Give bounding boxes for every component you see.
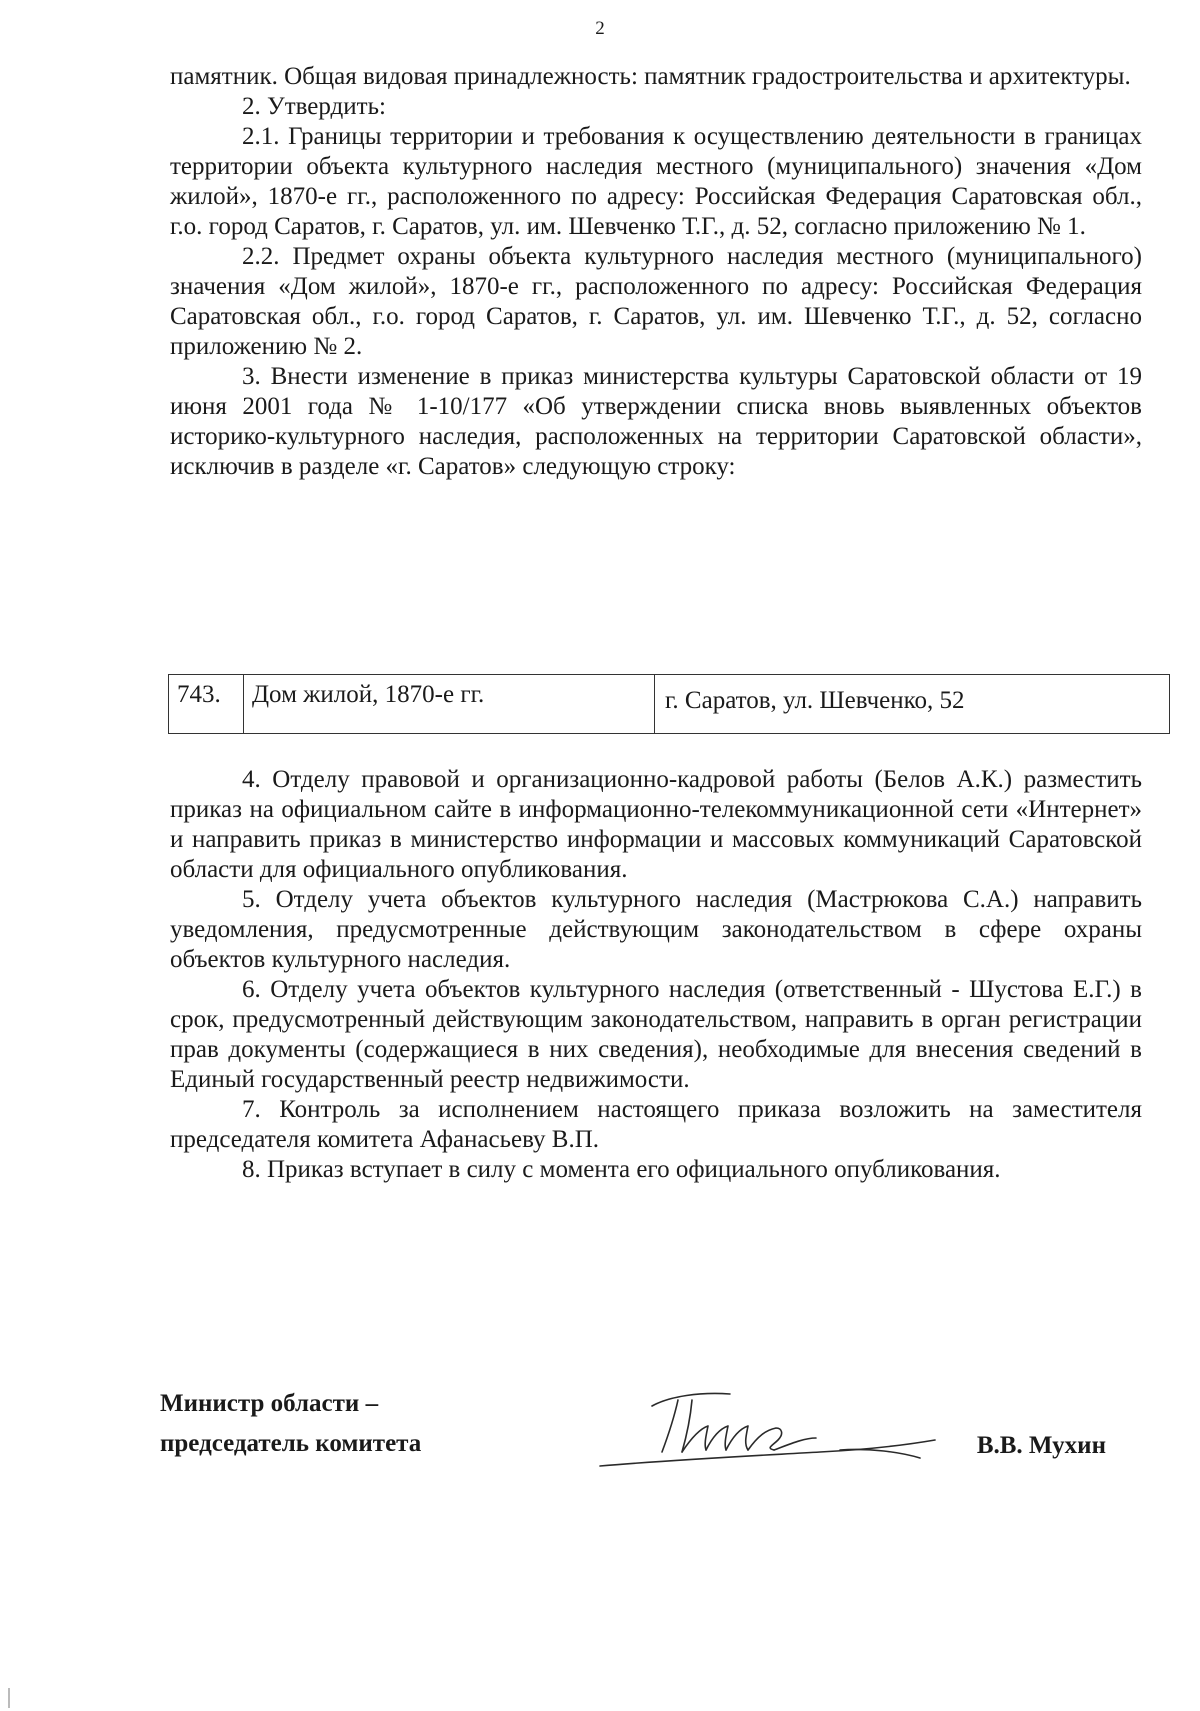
signer-title-line-2: председатель комитета [160, 1430, 422, 1457]
paragraph-item-2-1: 2.1. Границы территории и требования к осуществлению деятельности в границах территории объекта культурного наследия местного (муниципального) значения «Дом жилой», 1870-е гг., расположенного по адресу: Российская Федерация Саратовская обл., г.о. город Саратов, г. Саратов, ул. им. Шевченко Т.Г., д. 52, согласно приложению № 1. [170, 123, 1142, 240]
paragraph-item-6: 6. Отделу учета объектов культурного наследия (ответственный - Шустова Е.Г.) в срок, предусмотренный действующим законодательством, направить в орган регистрации прав документы (содержащиеся в них сведения), необходимые для внесения сведений в Единый государственный реестр недвижимости. [170, 976, 1142, 1093]
body-text-bottom [170, 765, 1142, 1185]
paragraph-item-3: 3. Внести изменение в приказ министерства культуры Саратовской области от 19 июня 2001 года № 1-10/177 «Об утверждении списка вновь выявленных объектов историко-культурного наследия, расположенных на территории Саратовской области», исключив в разделе «г. Саратов» следующую строку: [170, 363, 1142, 480]
table-cell-number: 743. [169, 675, 244, 734]
paragraph-item-7: 7. Контроль за исполнением настоящего приказа возложить на заместителя председателя комитета Афанасьеву В.П. [170, 1096, 1142, 1153]
paragraph-item-2: 2. Утвердить: [242, 93, 386, 120]
signer-title-line-1: Министр области – [160, 1390, 379, 1417]
table-cell-name: Дом жилой, 1870-е гг. [244, 675, 655, 734]
signer-title [160, 1384, 421, 1464]
signer-name: В.В. Мухин [976, 1432, 1106, 1459]
signature-block [160, 1384, 1120, 1504]
paragraph-item-2-2: 2.2. Предмет охраны объекта культурного наследия местного (муниципального) значения «Дом жилой», 1870-е гг., расположенного по адресу: Российская Федерация Саратовская обл., г.о. город Саратов, г. Саратов, ул. им. Шевченко Т.Г., д. 52, согласно приложению № 2. [170, 243, 1142, 360]
table-cell-address: г. Саратов, ул. Шевченко, 52 [655, 675, 1170, 734]
page-number: 2 [595, 18, 605, 39]
excluded-heritage-table [168, 674, 1170, 734]
paragraph-item-4: 4. Отделу правовой и организационно-кадровой работы (Белов А.К.) разместить приказ на официальном сайте в информационно-телекоммуникационной сети «Интернет» и направить приказ в министерство информации и массовых коммуникаций Саратовской области для официального опубликования. [170, 766, 1142, 883]
paragraph-item-8: 8. Приказ вступает в силу с момента его официального опубликования. [242, 1156, 1001, 1183]
paragraph-continuation: памятник. Общая видовая принадлежность: памятник градостроительства и архитектуры. [170, 63, 1131, 90]
paragraph-item-5: 5. Отделу учета объектов культурного наследия (Мастрюкова С.А.) направить уведомления, предусмотренные действующим законодательством в сфере охраны объектов культурного наследия. [170, 886, 1142, 973]
body-text-top [170, 62, 1142, 482]
table-row [169, 675, 1170, 734]
scan-edge-mark [8, 1688, 10, 1708]
